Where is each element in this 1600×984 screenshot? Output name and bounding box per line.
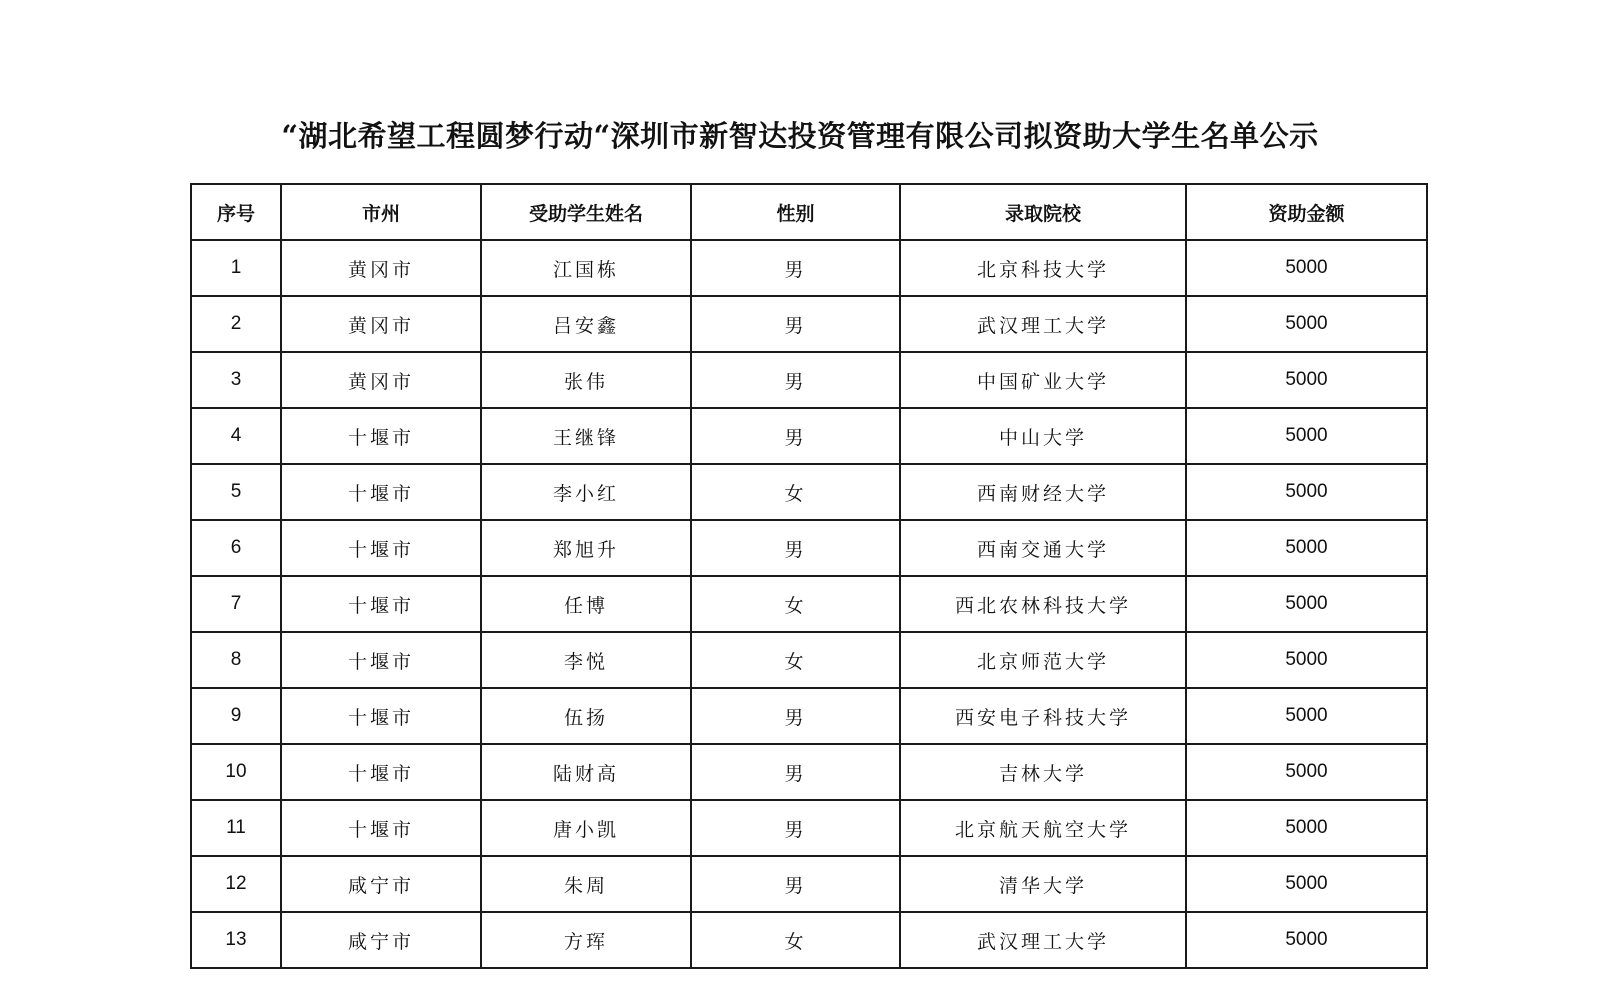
table-row bbox=[191, 632, 1427, 688]
cell-city: 十堰市 bbox=[281, 408, 481, 464]
cell-student-name: 方珲 bbox=[481, 912, 691, 968]
table-row bbox=[191, 856, 1427, 912]
header-index: 序号 bbox=[191, 184, 281, 240]
cell-gender: 女 bbox=[691, 912, 900, 968]
cell-gender: 男 bbox=[691, 240, 900, 296]
cell-university: 武汉理工大学 bbox=[900, 912, 1186, 968]
cell-student-name: 伍扬 bbox=[481, 688, 691, 744]
header-amount: 资助金额 bbox=[1186, 184, 1427, 240]
table-row bbox=[191, 744, 1427, 800]
cell-student-name: 张伟 bbox=[481, 352, 691, 408]
cell-index: 13 bbox=[191, 912, 281, 968]
table-row bbox=[191, 464, 1427, 520]
table-row bbox=[191, 688, 1427, 744]
cell-index: 5 bbox=[191, 464, 281, 520]
table-body bbox=[191, 240, 1427, 968]
table-row bbox=[191, 576, 1427, 632]
cell-university: 吉林大学 bbox=[900, 744, 1186, 800]
cell-amount: 5000 bbox=[1186, 240, 1427, 296]
table-row bbox=[191, 296, 1427, 352]
cell-gender: 男 bbox=[691, 352, 900, 408]
cell-university: 北京科技大学 bbox=[900, 240, 1186, 296]
cell-city: 咸宁市 bbox=[281, 912, 481, 968]
document-title: “湖北希望工程圆梦行动“深圳市新智达投资管理有限公司拟资助大学生名单公示 bbox=[281, 119, 1319, 153]
cell-university: 中山大学 bbox=[900, 408, 1186, 464]
cell-gender: 男 bbox=[691, 520, 900, 576]
cell-amount: 5000 bbox=[1186, 296, 1427, 352]
cell-city: 十堰市 bbox=[281, 632, 481, 688]
cell-university: 西安电子科技大学 bbox=[900, 688, 1186, 744]
cell-student-name: 王继锋 bbox=[481, 408, 691, 464]
funding-list-table bbox=[190, 183, 1428, 969]
cell-gender: 女 bbox=[691, 576, 900, 632]
cell-university: 西北农林科技大学 bbox=[900, 576, 1186, 632]
cell-student-name: 任博 bbox=[481, 576, 691, 632]
cell-student-name: 李悦 bbox=[481, 632, 691, 688]
header-gender: 性别 bbox=[691, 184, 900, 240]
cell-city: 十堰市 bbox=[281, 688, 481, 744]
cell-amount: 5000 bbox=[1186, 800, 1427, 856]
cell-index: 4 bbox=[191, 408, 281, 464]
cell-amount: 5000 bbox=[1186, 632, 1427, 688]
cell-student-name: 李小红 bbox=[481, 464, 691, 520]
cell-city: 十堰市 bbox=[281, 464, 481, 520]
table-header-row bbox=[191, 184, 1427, 240]
cell-gender: 女 bbox=[691, 632, 900, 688]
cell-university: 清华大学 bbox=[900, 856, 1186, 912]
cell-gender: 男 bbox=[691, 800, 900, 856]
cell-student-name: 唐小凯 bbox=[481, 800, 691, 856]
cell-index: 7 bbox=[191, 576, 281, 632]
cell-amount: 5000 bbox=[1186, 912, 1427, 968]
cell-gender: 男 bbox=[691, 408, 900, 464]
table-row bbox=[191, 520, 1427, 576]
cell-index: 3 bbox=[191, 352, 281, 408]
cell-gender: 男 bbox=[691, 856, 900, 912]
cell-student-name: 朱周 bbox=[481, 856, 691, 912]
cell-city: 咸宁市 bbox=[281, 856, 481, 912]
cell-amount: 5000 bbox=[1186, 464, 1427, 520]
cell-city: 黄冈市 bbox=[281, 352, 481, 408]
cell-city: 黄冈市 bbox=[281, 296, 481, 352]
cell-student-name: 江国栋 bbox=[481, 240, 691, 296]
table-row bbox=[191, 240, 1427, 296]
cell-gender: 男 bbox=[691, 688, 900, 744]
cell-city: 十堰市 bbox=[281, 520, 481, 576]
cell-student-name: 陆财高 bbox=[481, 744, 691, 800]
cell-city: 十堰市 bbox=[281, 744, 481, 800]
cell-index: 8 bbox=[191, 632, 281, 688]
cell-gender: 男 bbox=[691, 744, 900, 800]
cell-student-name: 郑旭升 bbox=[481, 520, 691, 576]
cell-index: 9 bbox=[191, 688, 281, 744]
cell-amount: 5000 bbox=[1186, 408, 1427, 464]
header-city: 市州 bbox=[281, 184, 481, 240]
cell-index: 1 bbox=[191, 240, 281, 296]
cell-university: 北京师范大学 bbox=[900, 632, 1186, 688]
cell-amount: 5000 bbox=[1186, 576, 1427, 632]
cell-index: 11 bbox=[191, 800, 281, 856]
cell-amount: 5000 bbox=[1186, 744, 1427, 800]
table-row bbox=[191, 800, 1427, 856]
cell-city: 黄冈市 bbox=[281, 240, 481, 296]
cell-student-name: 吕安鑫 bbox=[481, 296, 691, 352]
table-row bbox=[191, 408, 1427, 464]
cell-amount: 5000 bbox=[1186, 688, 1427, 744]
cell-university: 西南财经大学 bbox=[900, 464, 1186, 520]
cell-amount: 5000 bbox=[1186, 856, 1427, 912]
cell-index: 2 bbox=[191, 296, 281, 352]
cell-university: 北京航天航空大学 bbox=[900, 800, 1186, 856]
cell-gender: 女 bbox=[691, 464, 900, 520]
cell-gender: 男 bbox=[691, 296, 900, 352]
cell-amount: 5000 bbox=[1186, 352, 1427, 408]
cell-university: 中国矿业大学 bbox=[900, 352, 1186, 408]
cell-city: 十堰市 bbox=[281, 800, 481, 856]
header-student-name: 受助学生姓名 bbox=[481, 184, 691, 240]
cell-amount: 5000 bbox=[1186, 520, 1427, 576]
cell-city: 十堰市 bbox=[281, 576, 481, 632]
table-row bbox=[191, 912, 1427, 968]
cell-index: 6 bbox=[191, 520, 281, 576]
cell-university: 西南交通大学 bbox=[900, 520, 1186, 576]
cell-university: 武汉理工大学 bbox=[900, 296, 1186, 352]
cell-index: 10 bbox=[191, 744, 281, 800]
header-university: 录取院校 bbox=[900, 184, 1186, 240]
cell-index: 12 bbox=[191, 856, 281, 912]
table-row bbox=[191, 352, 1427, 408]
